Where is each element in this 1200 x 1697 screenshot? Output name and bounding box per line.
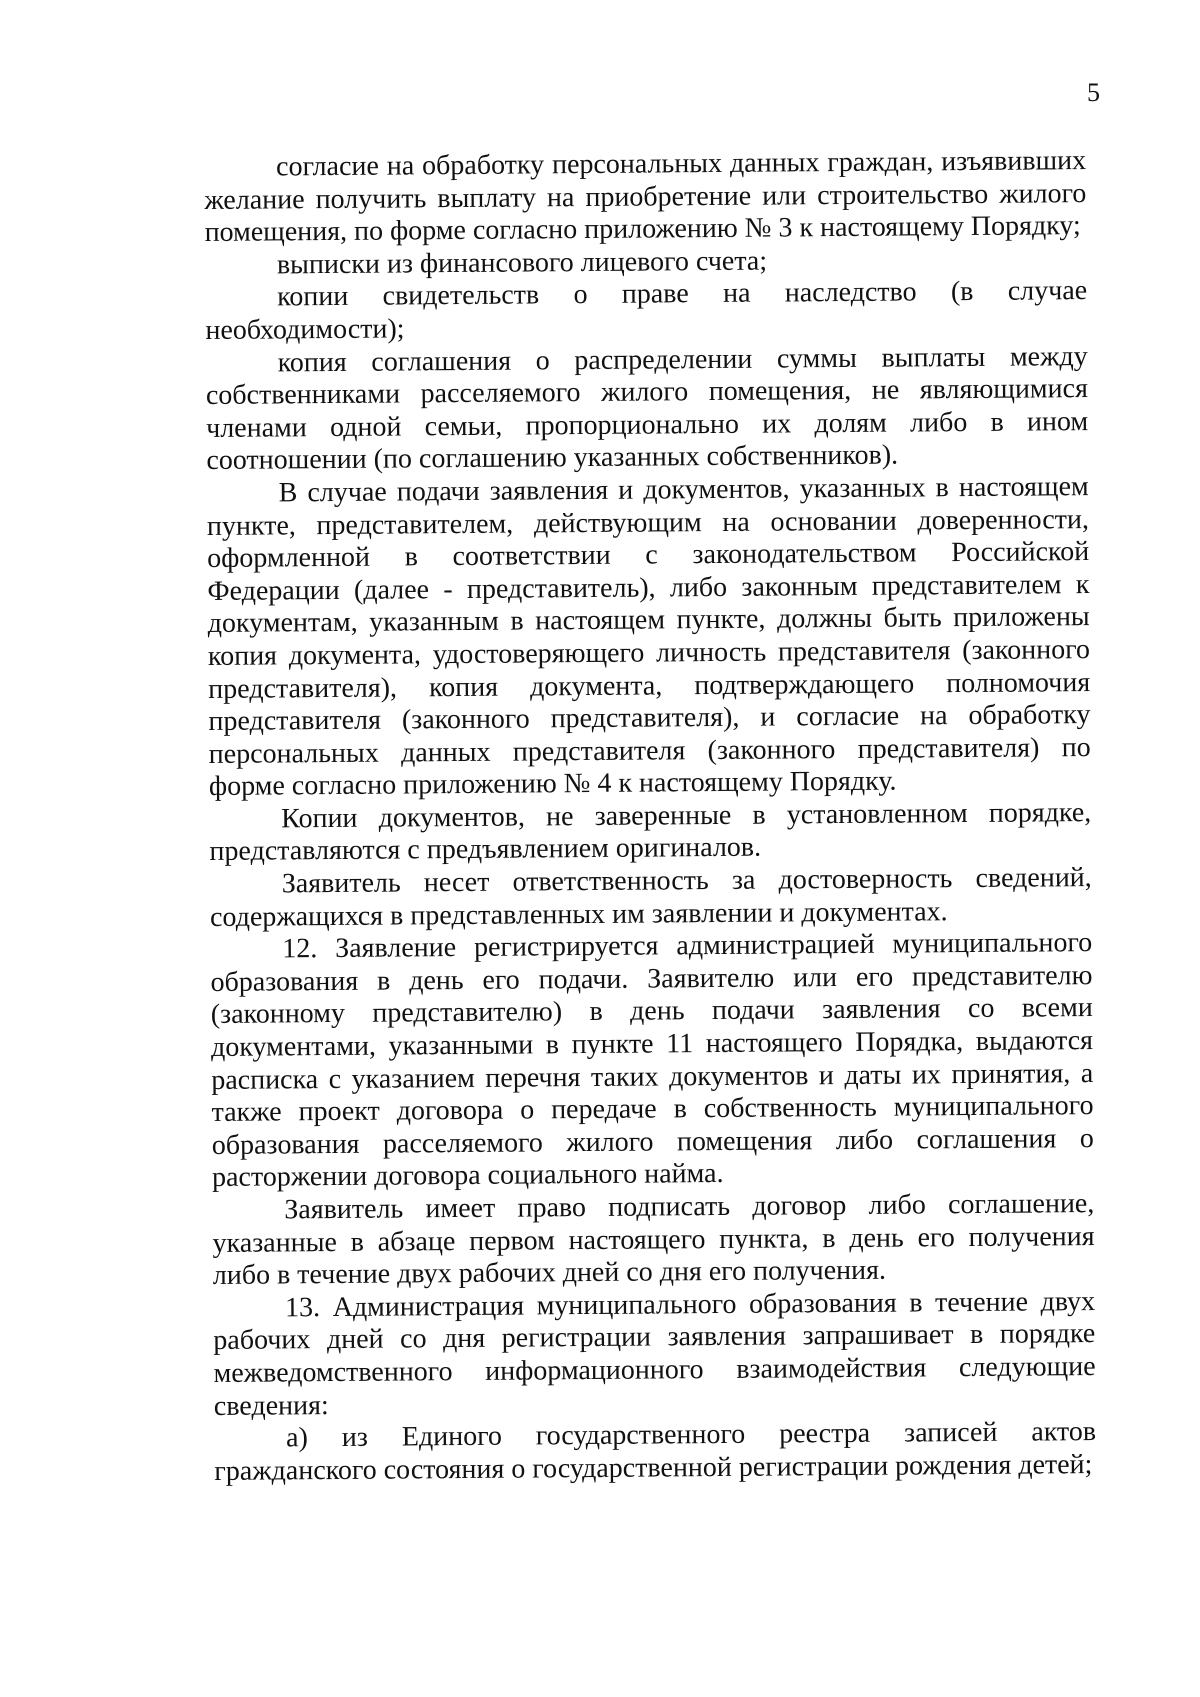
- paragraph-representative: В случае подачи заявления и документов, указанных в настоящем пункте, представителем, действующим на основании доверенности, оформленной в соответствии с законодательством Российской Федерации (далее - представитель), либо законным представителем к документам, указанным в настоящем пункте, должны быть приложены копия документа, удостоверяющего личность представителя (законного представителя), копия документа, подтверждающего полномочия представителя (законного представителя), и согласие на обработку персональных данных представителя (законного представителя) по форме согласно приложению № 4 к настоящему Порядку.: [206, 471, 1091, 803]
- paragraph-document-copies: Копии документов, не заверенные в установленном порядке, представляются с предъявлением оригиналов.: [209, 796, 1092, 868]
- paragraph-item-13: 13. Администрация муниципального образования в течение двух рабочих дней со дня регистрации заявления запрашивает в порядке межведомственного информационного взаимодействия следующие сведения:: [213, 1285, 1096, 1422]
- page-body: [204, 145, 1096, 1488]
- page-number: 5: [1087, 78, 1100, 107]
- paragraph-item-12: 12. Заявление регистрируется администрацией муниципального образования в день его подачи. Заявителю или его представителю (законному представителю) в день подачи заявления со всеми документами, указанными в пункте 11 настоящего Порядка, выдаются расписка с указанием перечня таких документов и даты их принятия, а также проект договора о передаче в собственность муниципального образования расселяемого жилого помещения либо соглашения о расторжении договора социального найма.: [210, 927, 1094, 1194]
- paragraph-inheritance-certificates: копии свидетельств о праве на наследство (в случае необходимости);: [205, 275, 1088, 346]
- paragraph-payment-agreement: копия соглашения о распределении суммы выплаты между собственниками расселяемого жилого помещения, не являющимися членами одной семьи, пропорционально их долям либо в ином соотношении (по соглашению указанных собственников).: [205, 340, 1089, 477]
- paragraph-account-extracts: выписки из финансового лицевого счета;: [276, 245, 768, 281]
- paragraph-consent-citizens: согласие на обработку персональных данных граждан, изъявивших желание получить выплату на приобретение или строительство жилого помещения, по форме согласно приложению № 3 к настоящему Порядку;: [204, 145, 1087, 249]
- paragraph-subitem-a: а) из Единого государственного реестра записей актов гражданского состояния о государственной регистрации рождения детей;: [214, 1416, 1097, 1487]
- paragraph-signing-right: Заявитель имеет право подписать договор либо соглашение, указанные в абзаце первом настоящего пункта, в день его получения либо в течение двух рабочих дней со дня его получения.: [212, 1188, 1095, 1292]
- paragraph-applicant-responsibility: Заявитель несет ответственность за достоверность сведений, содержащихся в представленных им заявлении и документах.: [209, 862, 1092, 933]
